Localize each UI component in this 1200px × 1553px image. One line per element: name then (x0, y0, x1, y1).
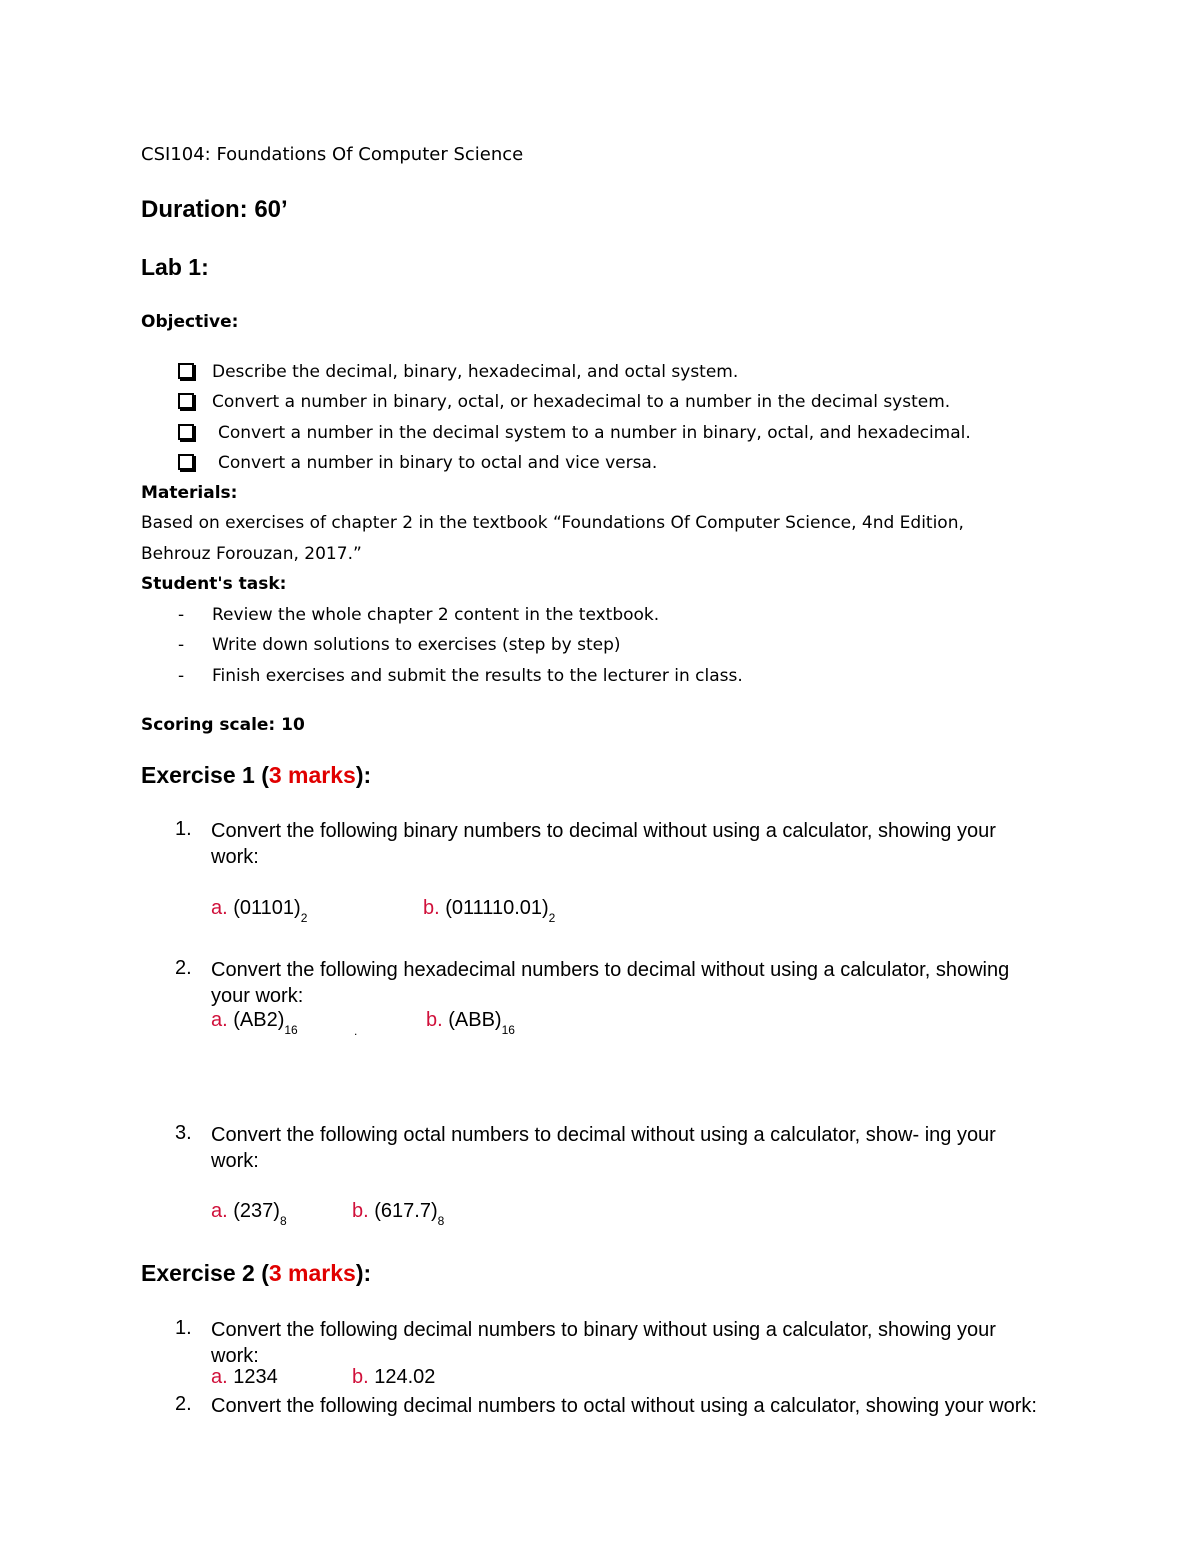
question-text: Convert the following decimal numbers to binary without using a calculator, showing your work: (211, 1319, 996, 1367)
materials-heading: Materials: (141, 483, 238, 503)
base-subscript: 16 (501, 1023, 515, 1037)
question-number: 1. (175, 1317, 192, 1339)
option-value: (AB2) (233, 1009, 285, 1031)
option-label: b. (423, 897, 440, 919)
question-text: Convert the following binary numbers to decimal without using a calculator, showing your work: (211, 820, 996, 868)
checkbox-icon (178, 363, 194, 379)
task-item (178, 666, 978, 690)
option-label: a. (211, 1366, 228, 1388)
duration-heading: Duration: 60’ (141, 196, 288, 223)
base-subscript: 2 (548, 911, 556, 925)
task-item (178, 635, 978, 659)
option-value: (617.7) (374, 1200, 438, 1222)
exercise-1-question-2 (175, 957, 1075, 1011)
option-value: 124.02 (374, 1366, 436, 1388)
question-text: Convert the following octal numbers to decimal without using a calculator, show- ing your work: (211, 1124, 996, 1172)
task-item (178, 605, 978, 629)
scoring-scale: Scoring scale: 10 (141, 715, 305, 735)
answer-option-a (211, 897, 307, 925)
question-number: 1. (175, 818, 192, 840)
question-number: 2. (175, 957, 192, 979)
answer-option-b (423, 897, 555, 925)
dash-bullet: - (178, 635, 185, 655)
objective-item-text: Convert a number in binary, octal, or hexadecimal to a number in the decimal system. (212, 392, 951, 412)
task-item-text: Write down solutions to exercises (step by step) (212, 635, 621, 655)
option-label: a. (211, 1200, 228, 1222)
task-heading: Student's task: (141, 574, 287, 594)
stray-dot: . (354, 1024, 358, 1038)
option-label: a. (211, 1009, 228, 1031)
objective-item-text: Convert a number in binary to octal and vice versa. (218, 453, 658, 473)
answer-option-a (211, 1200, 287, 1228)
option-label: b. (352, 1200, 369, 1222)
answer-option-b (426, 1009, 515, 1037)
exercise-2-question-1 (175, 1317, 1075, 1371)
option-value: (011110.01) (445, 897, 549, 919)
question-number: 3. (175, 1122, 192, 1144)
question-text: Convert the following decimal numbers to octal without using a calculator, showing your work: (211, 1395, 1037, 1417)
lab-heading: Lab 1: (141, 254, 209, 280)
option-value: 1234 (233, 1366, 278, 1388)
exercise-1-question-3 (175, 1122, 1075, 1176)
option-label: a. (211, 897, 228, 919)
checkbox-icon (178, 424, 194, 440)
exercise-1-question-1 (175, 818, 1075, 872)
option-label: b. (426, 1009, 443, 1031)
objective-item-text: Convert a number in the decimal system to a number in binary, octal, and hexadecimal. (218, 423, 971, 443)
dash-bullet: - (178, 666, 185, 686)
answer-option-b (352, 1366, 435, 1389)
question-text: Convert the following hexadecimal numbers to decimal without using a calculator, showing your work: (211, 959, 1010, 1007)
task-item-text: Review the whole chapter 2 content in the textbook. (212, 605, 660, 625)
base-subscript: 8 (279, 1214, 287, 1228)
exercise-1-suffix: ): (355, 762, 372, 788)
task-item-text: Finish exercises and submit the results to the lecturer in class. (212, 666, 743, 686)
exercise-2-heading (141, 1260, 371, 1287)
answer-option-b (352, 1200, 444, 1228)
question-number: 2. (175, 1393, 192, 1415)
exercise-1-prefix: Exercise 1 ( (141, 762, 269, 788)
materials-text-line2: Behrouz Forouzan, 2017.” (141, 544, 362, 564)
exercise-2-prefix: Exercise 2 ( (141, 1260, 269, 1286)
materials-text-line1: Based on exercises of chapter 2 in the textbook “Foundations Of Computer Science, 4nd Edition, (141, 513, 964, 533)
exercise-1-heading (141, 762, 371, 789)
objective-heading: Objective: (141, 312, 239, 332)
base-subscript: 2 (300, 911, 308, 925)
option-label: b. (352, 1366, 369, 1388)
checkbox-icon (178, 454, 194, 470)
option-value: (01101) (233, 897, 301, 919)
option-value: (237) (233, 1200, 280, 1222)
course-title: CSI104: Foundations Of Computer Science (141, 144, 524, 165)
exercise-1-marks: 3 marks (268, 762, 356, 788)
objective-item-text: Describe the decimal, binary, hexadecimal, and octal system. (212, 362, 739, 382)
checkbox-icon (178, 393, 194, 409)
dash-bullet: - (178, 605, 185, 625)
exercise-2-suffix: ): (355, 1260, 372, 1286)
base-subscript: 8 (437, 1214, 445, 1228)
answer-option-a (211, 1009, 298, 1037)
base-subscript: 16 (284, 1023, 298, 1037)
option-value: (ABB) (448, 1009, 502, 1031)
exercise-2-marks: 3 marks (268, 1260, 356, 1286)
answer-option-a (211, 1366, 278, 1389)
exercise-2-question-2 (175, 1393, 1075, 1447)
